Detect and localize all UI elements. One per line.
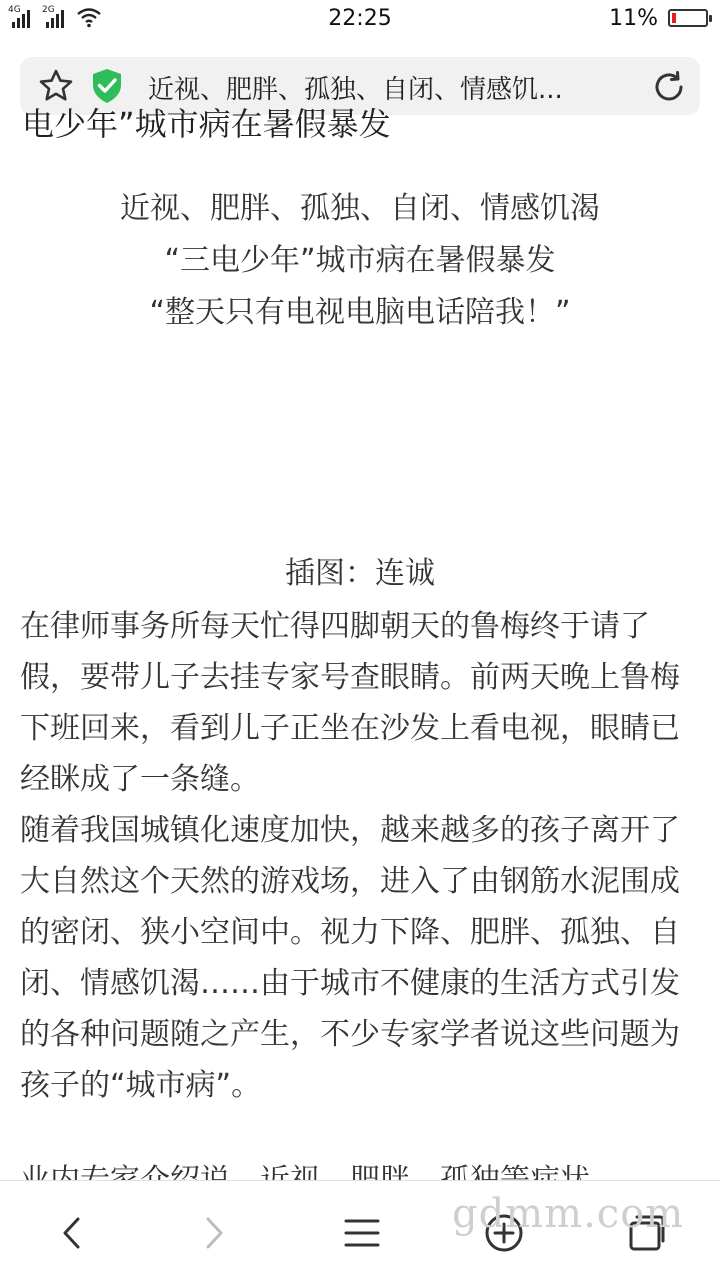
subtitle-line-3: “整天只有电视电脑电话陪我！” <box>149 295 571 330</box>
sim2-label: 2G <box>42 5 55 15</box>
image-caption: 插图：连诚 <box>285 556 435 591</box>
page-title[interactable]: 近视、肥胖、孤独、自闭、情感饥... <box>148 75 563 105</box>
battery-percent: 11% <box>609 6 658 31</box>
chevron-left-icon[interactable] <box>48 1209 96 1257</box>
clock: 22:25 <box>328 6 392 31</box>
status-bar <box>0 0 720 38</box>
sim1-label: 4G <box>8 5 21 15</box>
watermark: gdmm.com <box>452 1191 685 1237</box>
subtitle-line-2: “三电少年”城市病在暑假暴发 <box>164 243 556 278</box>
bottom-toolbar <box>0 1180 720 1281</box>
battery-icon <box>668 9 708 27</box>
article-title-cut: 电少年”城市病在暑假暴发 <box>22 105 391 143</box>
chevron-right-icon[interactable] <box>190 1209 238 1257</box>
reload-icon[interactable] <box>650 68 688 106</box>
article-content[interactable] <box>0 105 720 1180</box>
paragraph-2: 随着我国城镇化速度加快，越来越多的孩子离开了大自然这个天然的游戏场，进入了由钢筋水泥围成的密闭、狭小空间中。视力下降、肥胖、孤独、自闭、情感饥渴……由于城市不健康的生活方式引发的各种问题随之产生，不少专家学者说这些问题为孩子的“城市病”。 <box>20 813 680 1103</box>
paragraph-1: 在律师事务所每天忙得四脚朝天的鲁梅终于请了假，要带儿子去挂专家号查眼睛。前两天晚上鲁梅下班回来，看到儿子正坐在沙发上看电视，眼睛已经眯成了一条缝。 <box>20 609 680 797</box>
battery-fill <box>672 13 676 23</box>
subtitle-line-1: 近视、肥胖、孤独、自闭、情感饥渴 <box>120 191 600 226</box>
menu-icon[interactable] <box>338 1209 386 1257</box>
